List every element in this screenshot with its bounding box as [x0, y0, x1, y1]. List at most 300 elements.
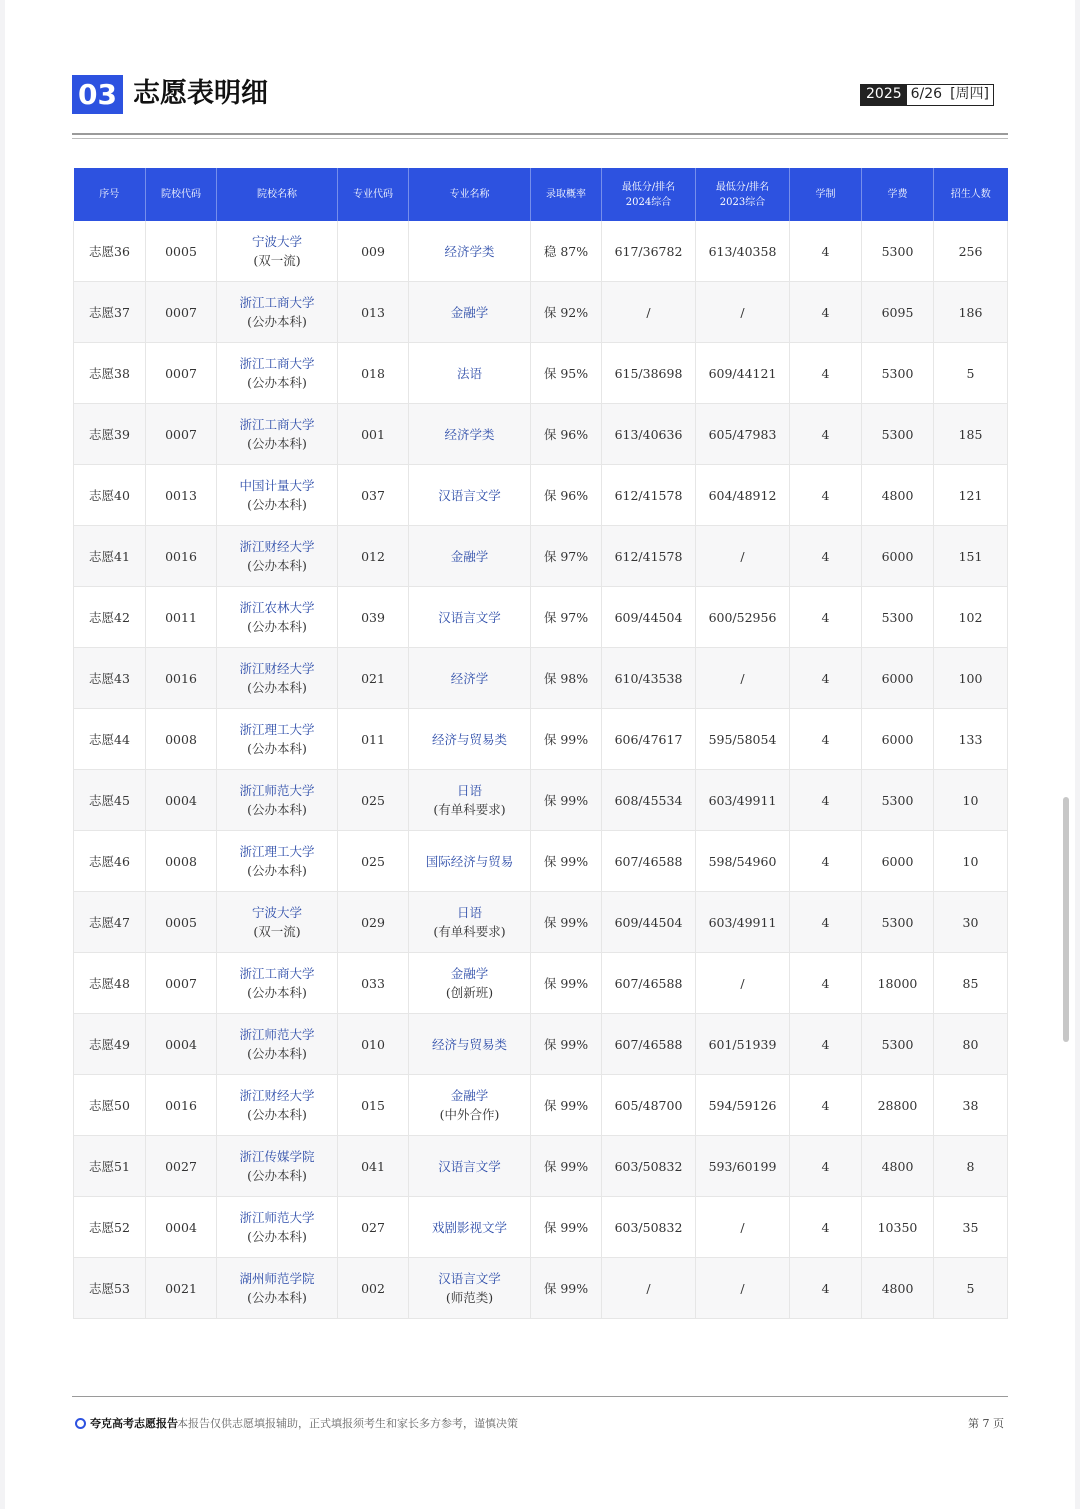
quota-cell: 151 [934, 526, 1008, 587]
table-row [74, 221, 1008, 282]
years-cell: 4 [790, 709, 862, 770]
fee-cell: 4800 [862, 1258, 934, 1319]
score-2024-cell: 615/38698 [602, 343, 696, 404]
major-name-cell [409, 587, 531, 648]
quota-cell: 133 [934, 709, 1008, 770]
fee-cell: 6000 [862, 648, 934, 709]
quota-cell: 10 [934, 770, 1008, 831]
probability-cell: 保 97% [531, 587, 602, 648]
table-row [74, 1075, 1008, 1136]
column-header: 学费 [862, 168, 934, 221]
column-header: 最低分/排名 2023综合 [696, 168, 790, 221]
score-2023-cell: 613/40358 [696, 221, 790, 282]
school-code-cell: 0005 [146, 892, 217, 953]
school-name-cell [217, 770, 338, 831]
probability-cell: 保 99% [531, 1136, 602, 1197]
school-name-cell [217, 1014, 338, 1075]
score-2024-cell: 612/41578 [602, 526, 696, 587]
major-name-cell [409, 648, 531, 709]
score-2024-cell: 608/45534 [602, 770, 696, 831]
years-cell: 4 [790, 770, 862, 831]
school-code-cell: 0005 [146, 221, 217, 282]
column-header: 招生人数 [934, 168, 1008, 221]
school-name-cell [217, 892, 338, 953]
major-code-cell: 029 [338, 892, 409, 953]
major-code-cell: 001 [338, 404, 409, 465]
quota-cell: 5 [934, 343, 1008, 404]
school-name-cell-note: (公办本科) [247, 802, 307, 817]
footer-brand-text: 夸克高考志愿报告 [90, 1417, 178, 1430]
seq-cell: 志愿50 [74, 1075, 146, 1136]
major-name-cell-main[interactable]: 金融学 [450, 304, 489, 320]
major-name-cell [409, 526, 531, 587]
column-header: 专业代码 [338, 168, 409, 221]
school-name-cell-main[interactable]: 浙江师范大学 [239, 1027, 315, 1042]
table-row [74, 770, 1008, 831]
major-code-cell: 010 [338, 1014, 409, 1075]
school-code-cell: 0008 [146, 831, 217, 892]
school-name-cell-main[interactable]: 浙江传媒学院 [239, 1149, 315, 1164]
date-month-day: 6/26 [910, 86, 943, 102]
school-name-cell [217, 953, 338, 1014]
school-name-cell-main[interactable]: 浙江理工大学 [239, 844, 315, 859]
major-name-cell-main[interactable]: 国际经济与贸易 [425, 853, 514, 869]
quota-cell: 102 [934, 587, 1008, 648]
major-name-cell-main[interactable]: 经济与贸易类 [431, 1036, 507, 1052]
major-name-cell [409, 831, 531, 892]
major-name-cell [409, 709, 531, 770]
major-name-cell-note: (创新班) [445, 985, 494, 1000]
major-name-cell-main[interactable]: 金融学 [450, 966, 489, 981]
school-code-cell: 0007 [146, 343, 217, 404]
major-name-cell [409, 221, 531, 282]
table-row [74, 953, 1008, 1014]
seq-cell: 志愿46 [74, 831, 146, 892]
seq-cell: 志愿43 [74, 648, 146, 709]
score-2024-cell: 617/36782 [602, 221, 696, 282]
seq-cell: 志愿47 [74, 892, 146, 953]
school-code-cell: 0027 [146, 1136, 217, 1197]
school-name-cell-note: (公办本科) [247, 1229, 307, 1244]
major-name-cell [409, 770, 531, 831]
school-name-cell [217, 526, 338, 587]
school-code-cell: 0008 [146, 709, 217, 770]
score-2024-cell: 613/40636 [602, 404, 696, 465]
column-header: 录取概率 [531, 168, 602, 221]
major-code-cell: 025 [338, 770, 409, 831]
quota-cell: 30 [934, 892, 1008, 953]
school-name-cell-note: (公办本科) [247, 680, 307, 695]
quota-cell: 5 [934, 1258, 1008, 1319]
school-name-cell-main[interactable]: 浙江工商大学 [239, 356, 315, 371]
major-code-cell: 011 [338, 709, 409, 770]
major-code-cell: 041 [338, 1136, 409, 1197]
table-row [74, 343, 1008, 404]
fee-cell: 18000 [862, 953, 934, 1014]
school-name-cell-main[interactable]: 浙江工商大学 [239, 417, 315, 432]
school-name-cell [217, 648, 338, 709]
table-header-row [74, 168, 1008, 221]
school-name-cell-main[interactable]: 湖州师范学院 [239, 1271, 315, 1286]
school-name-cell-note: (双一流) [253, 924, 301, 939]
school-code-cell: 0007 [146, 404, 217, 465]
years-cell: 4 [790, 282, 862, 343]
quota-cell: 80 [934, 1014, 1008, 1075]
probability-cell: 保 98% [531, 648, 602, 709]
score-2024-cell: 606/47617 [602, 709, 696, 770]
school-name-cell-note: (公办本科) [247, 497, 307, 512]
major-code-cell: 039 [338, 587, 409, 648]
major-name-cell-note: (有单科要求) [433, 924, 506, 939]
column-header: 院校名称 [217, 168, 338, 221]
table-row [74, 1136, 1008, 1197]
score-2024-cell: 603/50832 [602, 1136, 696, 1197]
score-2023-cell: / [696, 1258, 790, 1319]
score-2023-cell: / [696, 526, 790, 587]
score-2024-cell: / [602, 282, 696, 343]
quota-cell: 8 [934, 1136, 1008, 1197]
probability-cell: 保 99% [531, 1197, 602, 1258]
seq-cell: 志愿51 [74, 1136, 146, 1197]
seq-cell: 志愿42 [74, 587, 146, 648]
major-name-cell [409, 343, 531, 404]
major-code-cell: 015 [338, 1075, 409, 1136]
seq-cell: 志愿39 [74, 404, 146, 465]
probability-cell: 保 99% [531, 709, 602, 770]
school-code-cell: 0016 [146, 526, 217, 587]
school-name-cell-main[interactable]: 浙江师范大学 [239, 783, 315, 798]
probability-cell: 稳 87% [531, 221, 602, 282]
school-name-cell-main[interactable]: 中国计量大学 [239, 478, 315, 493]
score-2024-cell: 609/44504 [602, 892, 696, 953]
column-header: 序号 [74, 168, 146, 221]
major-name-cell-note: (中外合作) [439, 1107, 500, 1122]
school-name-cell-note: (公办本科) [247, 375, 307, 390]
seq-cell: 志愿44 [74, 709, 146, 770]
years-cell: 4 [790, 343, 862, 404]
score-2023-cell: 609/44121 [696, 343, 790, 404]
major-name-cell-note: (有单科要求) [433, 802, 506, 817]
score-2024-cell: 607/46588 [602, 831, 696, 892]
fee-cell: 5300 [862, 587, 934, 648]
table-row [74, 587, 1008, 648]
score-2024-cell: 609/44504 [602, 587, 696, 648]
school-name-cell-main[interactable]: 浙江农林大学 [239, 600, 315, 615]
quota-cell: 121 [934, 465, 1008, 526]
quota-cell: 185 [934, 404, 1008, 465]
table-row [74, 1014, 1008, 1075]
score-2023-cell: 605/47983 [696, 404, 790, 465]
school-name-cell [217, 1258, 338, 1319]
school-name-cell-main[interactable]: 浙江理工大学 [239, 722, 315, 737]
fee-cell: 6000 [862, 526, 934, 587]
years-cell: 4 [790, 1136, 862, 1197]
years-cell: 4 [790, 953, 862, 1014]
school-code-cell: 0007 [146, 282, 217, 343]
probability-cell: 保 95% [531, 343, 602, 404]
score-2023-cell: 603/49911 [696, 892, 790, 953]
probability-cell: 保 99% [531, 1258, 602, 1319]
school-name-cell [217, 1197, 338, 1258]
school-name-cell [217, 587, 338, 648]
major-name-cell [409, 1075, 531, 1136]
score-2023-cell: 601/51939 [696, 1014, 790, 1075]
major-name-cell-main[interactable]: 经济学类 [444, 426, 495, 442]
table-row [74, 1258, 1008, 1319]
major-code-cell: 018 [338, 343, 409, 404]
major-name-cell-main[interactable]: 经济与贸易类 [431, 731, 507, 747]
major-name-cell [409, 1136, 531, 1197]
major-name-cell-main[interactable]: 汉语言文学 [438, 487, 501, 503]
years-cell: 4 [790, 526, 862, 587]
major-name-cell-main[interactable]: 汉语言文学 [438, 609, 501, 625]
school-name-cell-main[interactable]: 浙江财经大学 [239, 539, 315, 554]
scrollbar-thumb[interactable] [1063, 797, 1069, 1042]
school-name-cell-main[interactable]: 浙江财经大学 [239, 1088, 315, 1103]
fee-cell: 5300 [862, 892, 934, 953]
probability-cell: 保 99% [531, 892, 602, 953]
school-name-cell-main[interactable]: 宁波大学 [251, 905, 302, 920]
fee-cell: 5300 [862, 343, 934, 404]
quota-cell: 85 [934, 953, 1008, 1014]
school-name-cell-note: (公办本科) [247, 863, 307, 878]
major-name-cell-note: (师范类) [445, 1290, 494, 1305]
school-name-cell-note: (公办本科) [247, 1046, 307, 1061]
seq-cell: 志愿38 [74, 343, 146, 404]
date-weekday: [周四] [950, 86, 990, 102]
score-2023-cell: 595/58054 [696, 709, 790, 770]
school-name-cell-note: (公办本科) [247, 1107, 307, 1122]
table-row [74, 831, 1008, 892]
major-name-cell [409, 1197, 531, 1258]
school-name-cell-main[interactable]: 浙江财经大学 [239, 661, 315, 676]
application-table [73, 168, 1007, 1319]
quota-cell: 100 [934, 648, 1008, 709]
years-cell: 4 [790, 1258, 862, 1319]
school-name-cell [217, 221, 338, 282]
school-name-cell-note: (公办本科) [247, 1168, 307, 1183]
probability-cell: 保 96% [531, 404, 602, 465]
school-name-cell-main[interactable]: 浙江工商大学 [239, 966, 315, 981]
score-2023-cell: / [696, 1197, 790, 1258]
seq-cell: 志愿45 [74, 770, 146, 831]
score-2024-cell: / [602, 1258, 696, 1319]
column-header: 专业名称 [409, 168, 531, 221]
major-name-cell [409, 953, 531, 1014]
school-name-cell-note: (公办本科) [247, 619, 307, 634]
score-2024-cell: 612/41578 [602, 465, 696, 526]
school-name-cell [217, 831, 338, 892]
school-code-cell: 0004 [146, 1014, 217, 1075]
column-header: 院校代码 [146, 168, 217, 221]
years-cell: 4 [790, 648, 862, 709]
quota-cell: 10 [934, 831, 1008, 892]
seq-cell: 志愿52 [74, 1197, 146, 1258]
quota-cell: 35 [934, 1197, 1008, 1258]
probability-cell: 保 99% [531, 953, 602, 1014]
score-2024-cell: 607/46588 [602, 953, 696, 1014]
major-name-cell-main[interactable]: 汉语言文学 [438, 1271, 501, 1286]
school-name-cell [217, 1136, 338, 1197]
report-page [5, 0, 1075, 1509]
header-divider-thin [72, 138, 1008, 139]
school-name-cell [217, 282, 338, 343]
probability-cell: 保 99% [531, 1075, 602, 1136]
date-year: 2025 [861, 85, 907, 105]
school-code-cell: 0013 [146, 465, 217, 526]
table-row [74, 465, 1008, 526]
major-name-cell [409, 1258, 531, 1319]
quota-cell: 38 [934, 1075, 1008, 1136]
score-2023-cell: / [696, 282, 790, 343]
school-name-cell-note: (公办本科) [247, 1290, 307, 1305]
quota-cell: 256 [934, 221, 1008, 282]
date-stamp [860, 84, 994, 106]
school-name-cell-note: (公办本科) [247, 985, 307, 1000]
school-name-cell [217, 465, 338, 526]
major-code-cell: 013 [338, 282, 409, 343]
score-2023-cell: 604/48912 [696, 465, 790, 526]
school-code-cell: 0004 [146, 1197, 217, 1258]
seq-cell: 志愿40 [74, 465, 146, 526]
seq-cell: 志愿48 [74, 953, 146, 1014]
school-name-cell-main[interactable]: 浙江师范大学 [239, 1210, 315, 1225]
seq-cell: 志愿53 [74, 1258, 146, 1319]
major-name-cell-main[interactable]: 日语 [456, 783, 482, 798]
school-name-cell-note: (公办本科) [247, 741, 307, 756]
footer-brand [75, 1415, 178, 1431]
major-code-cell: 033 [338, 953, 409, 1014]
fee-cell: 5300 [862, 404, 934, 465]
school-name-cell-note: (公办本科) [247, 314, 307, 329]
school-name-cell [217, 709, 338, 770]
fee-cell: 28800 [862, 1075, 934, 1136]
major-name-cell-main[interactable]: 金融学 [450, 548, 489, 564]
score-2023-cell: 593/60199 [696, 1136, 790, 1197]
school-name-cell [217, 404, 338, 465]
years-cell: 4 [790, 221, 862, 282]
fee-cell: 5300 [862, 221, 934, 282]
years-cell: 4 [790, 404, 862, 465]
major-name-cell [409, 282, 531, 343]
table-row [74, 892, 1008, 953]
fee-cell: 6095 [862, 282, 934, 343]
major-code-cell: 037 [338, 465, 409, 526]
score-2023-cell: 598/54960 [696, 831, 790, 892]
school-code-cell: 0007 [146, 953, 217, 1014]
probability-cell: 保 92% [531, 282, 602, 343]
footer-divider [72, 1396, 1008, 1397]
probability-cell: 保 97% [531, 526, 602, 587]
score-2023-cell: / [696, 953, 790, 1014]
fee-cell: 6000 [862, 709, 934, 770]
table-row [74, 282, 1008, 343]
major-code-cell: 002 [338, 1258, 409, 1319]
years-cell: 4 [790, 831, 862, 892]
school-name-cell-main[interactable]: 宁波大学 [251, 234, 302, 249]
section-number-badge: 03 [72, 75, 123, 114]
probability-cell: 保 99% [531, 1014, 602, 1075]
footer-disclaimer: 本报告仅供志愿填报辅助，正式填报须考生和家长多方参考，谨慎决策 [177, 1417, 518, 1430]
major-name-cell-main[interactable]: 法语 [456, 365, 482, 381]
score-2024-cell: 610/43538 [602, 648, 696, 709]
school-code-cell: 0021 [146, 1258, 217, 1319]
school-code-cell: 0016 [146, 1075, 217, 1136]
years-cell: 4 [790, 465, 862, 526]
major-name-cell-main[interactable]: 日语 [456, 905, 482, 920]
major-code-cell: 021 [338, 648, 409, 709]
major-name-cell [409, 892, 531, 953]
major-name-cell-main[interactable]: 汉语言文学 [438, 1158, 501, 1174]
school-name-cell-main[interactable]: 浙江工商大学 [239, 295, 315, 310]
major-code-cell: 009 [338, 221, 409, 282]
score-2024-cell: 605/48700 [602, 1075, 696, 1136]
school-name-cell [217, 343, 338, 404]
table-row [74, 1197, 1008, 1258]
score-2023-cell: 600/52956 [696, 587, 790, 648]
brand-logo-icon [75, 1418, 86, 1429]
quota-cell: 186 [934, 282, 1008, 343]
section-title: 志愿表明细 [133, 78, 268, 109]
table-row [74, 709, 1008, 770]
probability-cell: 保 96% [531, 465, 602, 526]
score-2023-cell: / [696, 648, 790, 709]
major-name-cell [409, 1014, 531, 1075]
table-row [74, 404, 1008, 465]
header-divider [72, 133, 1008, 135]
table-row [74, 526, 1008, 587]
major-code-cell: 027 [338, 1197, 409, 1258]
school-name-cell-note: (公办本科) [247, 436, 307, 451]
school-name-cell-note: (双一流) [253, 253, 301, 268]
school-code-cell: 0004 [146, 770, 217, 831]
seq-cell: 志愿37 [74, 282, 146, 343]
fee-cell: 5300 [862, 1014, 934, 1075]
seq-cell: 志愿49 [74, 1014, 146, 1075]
years-cell: 4 [790, 587, 862, 648]
major-name-cell [409, 465, 531, 526]
seq-cell: 志愿41 [74, 526, 146, 587]
table-body [74, 221, 1008, 1319]
major-name-cell-main[interactable]: 戏剧影视文学 [431, 1219, 507, 1235]
score-2023-cell: 603/49911 [696, 770, 790, 831]
major-name-cell [409, 404, 531, 465]
fee-cell: 6000 [862, 831, 934, 892]
major-name-cell-main[interactable]: 经济学 [450, 670, 489, 686]
years-cell: 4 [790, 892, 862, 953]
column-header: 学制 [790, 168, 862, 221]
school-name-cell-note: (公办本科) [247, 558, 307, 573]
major-code-cell: 025 [338, 831, 409, 892]
fee-cell: 4800 [862, 465, 934, 526]
page-number: 第 7 页 [968, 1417, 1004, 1430]
years-cell: 4 [790, 1014, 862, 1075]
school-code-cell: 0016 [146, 648, 217, 709]
years-cell: 4 [790, 1075, 862, 1136]
school-code-cell: 0011 [146, 587, 217, 648]
seq-cell: 志愿36 [74, 221, 146, 282]
major-name-cell-main[interactable]: 金融学 [450, 1088, 489, 1103]
school-name-cell [217, 1075, 338, 1136]
score-2024-cell: 607/46588 [602, 1014, 696, 1075]
fee-cell: 4800 [862, 1136, 934, 1197]
column-header: 最低分/排名 2024综合 [602, 168, 696, 221]
score-2023-cell: 594/59126 [696, 1075, 790, 1136]
major-name-cell-main[interactable]: 经济学类 [444, 243, 495, 259]
table-row [74, 648, 1008, 709]
probability-cell: 保 99% [531, 831, 602, 892]
major-code-cell: 012 [338, 526, 409, 587]
